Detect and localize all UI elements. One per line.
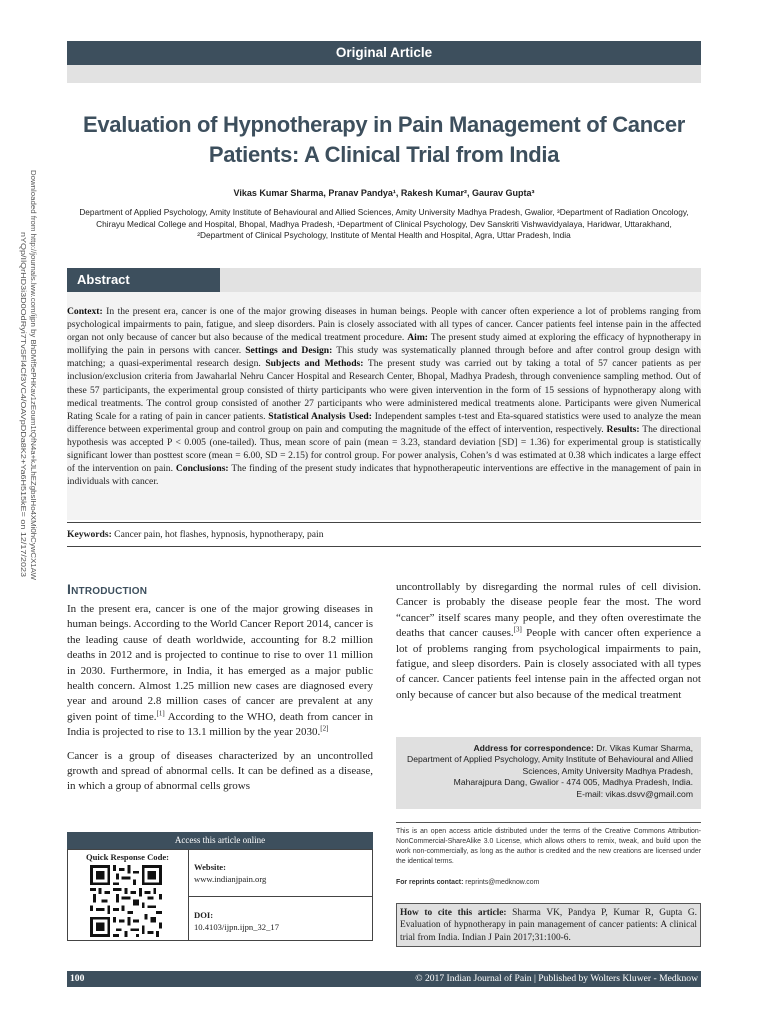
correspondence-address bbox=[396, 743, 693, 800]
conclusions-text: The finding of the present study indicates that hypnotherapeutic interventions are effective in the management of pain in individuals with cancer. bbox=[67, 463, 701, 488]
license-text: This is an open access article distributed under the terms of the Creative Commons Attribution-NonCommercial-ShareAlike 3.0 License, which allows others to remix, tweak, and build upon the work non-commercially, as long as the author is credited and the new creations are licensed under the identical terms. bbox=[396, 828, 701, 865]
side-note-line-2: nYQp/IlQrHD3i3D0OdRyi7TvSFl4Cf3VC4/OAVpDDa8K2+Ya6H515kE= on 12/17/2023 bbox=[19, 232, 28, 515]
abstract-heading: Abstract bbox=[67, 268, 220, 292]
side-note-line-1: Downloaded from http://journals.lww.com/ijpn by BhDMf5ePHKav1zEoum1tQfN4a+kJLhEZgbsIHo4XMi0hCywCX1AW bbox=[29, 170, 38, 557]
intro-text: In the present era, cancer is one of the major growing diseases in human beings. According to the World Cancer Report 2014, cancer is the leading cause of death worldwide, accounting for 8.2 million deaths in 2012 and is projected to continue to rise to over 11 million in 2030. Furthermore, in India, it has emerged as a major public health concern. Almost 1.25 million new cases are diagnosed every year and around 2.8 million cases of cancer are prevalent at any given point of time. bbox=[67, 603, 373, 723]
access-heading: Access this article online bbox=[67, 832, 373, 849]
subjects-text: The present study was carried out by taking a total of 57 cancer patients as per inclusion/exclusion criteria from Jawaharlal Nehru Cancer Hospital and Research Center, Bhopal, Madhya Pradesh, through convenience sampling method. Out of these 57 participants, the experimental group consisted of thirty participants who were given intervention in the form of 15 sessions of hypnotherapy along with medical treatments. The control group consisted of another 27 participants who were administered medical treatments alone. Participants were given Numerical Rating Scale for a rating of pain in cancer patients. bbox=[67, 358, 702, 422]
doi-label: DOI: bbox=[194, 910, 214, 920]
how-to-cite bbox=[400, 907, 697, 944]
intro-text: uncontrollably by disregarding the normal rules of cell division. Cancer is probably the disease people fear the most. The word “cancer” itself scares many people, and they often overestimate the deaths that cancer causes. bbox=[396, 581, 701, 640]
intro-text: According to the WHO, death from cancer in India is projected to rise to 13.1 million by the year 2030. bbox=[67, 710, 373, 739]
intro-text: People with cancer often experience a lot of problems ranging from psychological impairments to pain, fatigue, and sleep disorders. Pain is closely associated with all types of cancer. Cancer patients feel intense pain in the affected organ not only because of cancer but also because of the medical treatment bbox=[396, 627, 701, 701]
correspondence-line: Sciences, Amity University Madhya Pradesh, bbox=[522, 765, 693, 776]
qr-code-icon[interactable] bbox=[90, 865, 162, 937]
stats-text: Independent samples t-test and Eta-squared statistics were used to analyze the mean difference between experimental group and control group on pain and computing the magnitude of the effect of intervention, respectively. bbox=[67, 410, 702, 435]
correspondence-name: Dr. Vikas Kumar Sharma, bbox=[593, 743, 693, 753]
section-label: Original Article bbox=[67, 41, 701, 65]
aim-text: The present study aimed at exploring the efficacy of hypnotherapy in mollifying the pain in persons with cancer. bbox=[67, 332, 701, 357]
author-list: Vikas Kumar Sharma, Pranav Pandya¹, Rakesh Kumar², Gaurav Gupta³ bbox=[233, 188, 535, 198]
cite-label: How to cite this article: bbox=[400, 908, 507, 918]
context-text: In the present era, cancer is one of the major growing diseases in human beings. People with cancer often experience a lot of problems ranging from psychological impairments to pain, fatigue, and sleep disorders. Pain is closely associated with all types of cancer. Cancer patients feel intense pain in the affected organ not only because of cancer but also because of the medical treatment procedure. bbox=[67, 306, 701, 344]
correspondence-line: Department of Applied Psychology, Amity Institute of Behavioural and Allied bbox=[407, 754, 693, 765]
header-band bbox=[67, 65, 701, 83]
citation-ref[interactable]: [2] bbox=[320, 724, 329, 733]
body-column-left bbox=[67, 602, 373, 803]
cite-value: Sharma VK, Pandya P, Kumar R, Gupta G. Evaluation of hypnotherapy in pain management of cancer patients: A clinical trial from India. Indian J Pain 2017;31:100-6. bbox=[400, 908, 698, 943]
correspondence-email[interactable]: E-mail: vikas.dsvv@gmail.com bbox=[576, 788, 693, 799]
stats-label: Statistical Analysis Used: bbox=[268, 410, 372, 422]
abstract-band bbox=[220, 268, 701, 292]
settings-text: This study was systematically planned through before and after control group design with matching; a quasi-experimental research design. bbox=[67, 345, 701, 370]
keywords bbox=[67, 529, 701, 540]
footer-copyright: © 2017 Indian Journal of Pain | Published by Wolters Kluwer - Medknow bbox=[415, 973, 698, 984]
affiliation-line: Department of Applied Psychology, Amity Institute of Behavioural and Allied Sciences, Amity University Madhya Pradesh, Gwalior, ³Department of Radiation Oncology, bbox=[79, 207, 689, 217]
reprints-label: For reprints contact: bbox=[396, 879, 464, 886]
qr-label: Quick Response Code: bbox=[85, 852, 170, 862]
affiliation-line: ²Department of Clinical Psychology, Institute of Mental Health and Hospital, Agra, Uttar Pradesh, India bbox=[197, 230, 571, 240]
results-text: The directional hypothesis was accepted P < 0.005 (one-tailed). Thus, mean score of pain (mean = 3.23, standard deviation [SD] = 1.36) for experimental group is statistically significant lower than posttest score (mean = 6.00, SD = 2.15) for control group. For power analysis, Cohen’s d was estimated at 0.38 which indicates a large effect of the intervention on pain. bbox=[67, 423, 701, 475]
keywords-label: Keywords: bbox=[67, 529, 112, 540]
body-column-right bbox=[396, 580, 701, 703]
settings-label: Settings and Design: bbox=[245, 345, 333, 357]
aim-label: Aim: bbox=[407, 332, 428, 344]
access-divider bbox=[188, 896, 373, 897]
correspondence-label: Address for correspondence: bbox=[473, 743, 594, 753]
intro-paragraph-1 bbox=[67, 602, 373, 741]
context-label: Context: bbox=[67, 306, 103, 317]
license-rule bbox=[396, 822, 701, 823]
correspondence-line: Maharajpura Dang, Gwalior - 474 005, Madhya Pradesh, India. bbox=[453, 777, 693, 788]
affiliation-line: Chirayu Medical College and Hospital, Bhopal, Madhya Pradesh, ¹Department of Clinical Psychology, Dev Sanskriti Vishwavidyalaya, Haridwar, Uttarakhand, bbox=[96, 218, 672, 229]
citation-ref[interactable]: [1] bbox=[156, 709, 165, 718]
affiliations bbox=[60, 207, 708, 242]
article-title: Evaluation of Hypnotherapy in Pain Management of Cancer Patients: A Clinical Trial from India bbox=[82, 112, 686, 167]
access-divider bbox=[188, 849, 189, 941]
abstract-text bbox=[67, 305, 701, 488]
subjects-label: Subjects and Methods: bbox=[265, 358, 364, 370]
introduction-heading: Introduction bbox=[67, 581, 148, 597]
reprints-email[interactable]: reprints@medknow.com bbox=[463, 879, 540, 886]
website-link[interactable]: www.indianjpain.org bbox=[194, 874, 267, 884]
doi-link[interactable]: 10.4103/ijpn.ijpn_32_17 bbox=[194, 922, 279, 932]
keywords-value: Cancer pain, hot flashes, hypnosis, hypnotherapy, pain bbox=[114, 529, 324, 540]
results-label: Results: bbox=[606, 423, 640, 435]
correspondence-line bbox=[396, 743, 693, 754]
website-label: Website: bbox=[194, 862, 226, 872]
intro-paragraph-3 bbox=[396, 580, 701, 703]
reprints bbox=[396, 879, 701, 886]
citation-ref[interactable]: [3] bbox=[513, 625, 522, 634]
conclusions-label: Conclusions: bbox=[175, 463, 229, 475]
download-side-note bbox=[4, 170, 50, 590]
intro-paragraph-2: Cancer is a group of diseases characterized by an uncontrolled growth and spread of abnormal cells. It can be defined as a disease, in which a group of abnormal cells grows bbox=[67, 749, 373, 793]
page-number: 100 bbox=[70, 973, 85, 984]
